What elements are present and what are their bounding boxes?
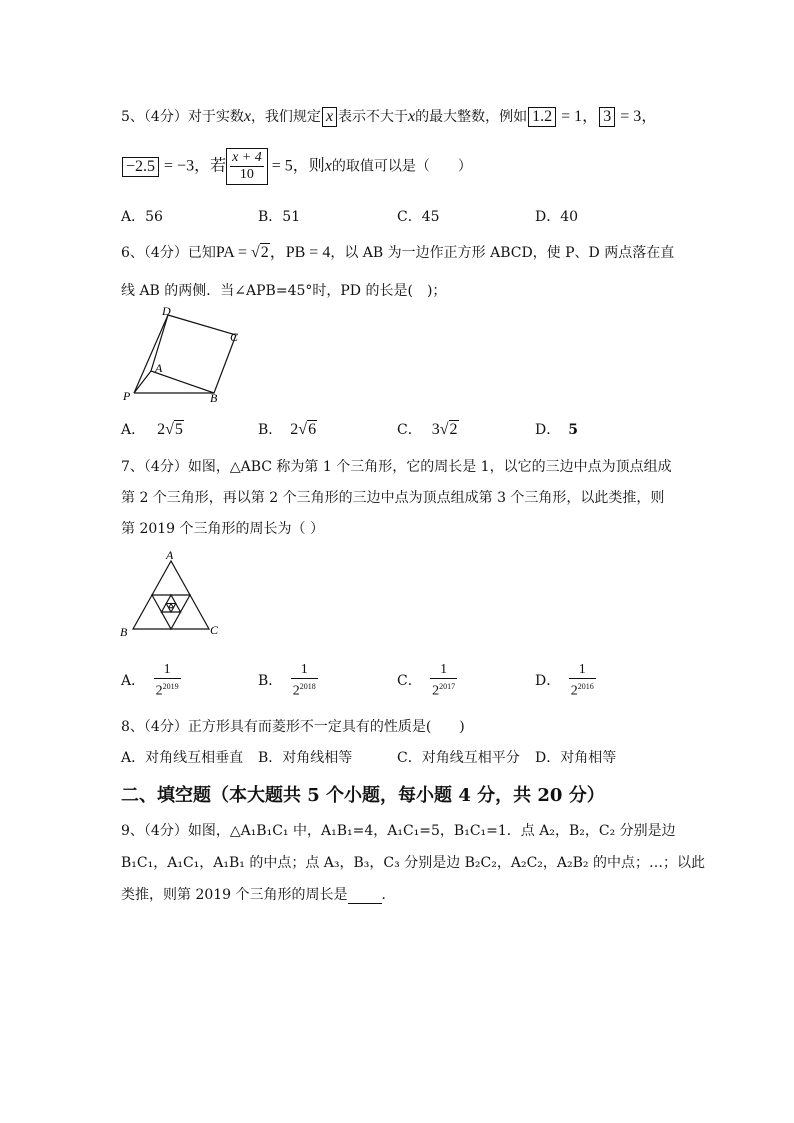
q5-text-c: 的最大整数，例如 xyxy=(415,109,528,125)
q6-option-b xyxy=(258,421,317,439)
q7-option-c-exp: 2017 xyxy=(439,682,456,691)
q7-option-a-base: 2 xyxy=(155,683,163,699)
q7-option-d xyxy=(535,662,596,700)
q5-ex3: −2.5 xyxy=(122,157,159,177)
q6-option-b-coef: 2 xyxy=(290,421,299,438)
q5-bracket-x: x xyxy=(322,107,337,127)
q7-option-b-fraction xyxy=(291,662,318,700)
q7-option-c xyxy=(397,662,457,700)
q5-line2 xyxy=(121,148,472,185)
q6-option-d xyxy=(535,421,578,439)
q9-line2: B₁C₁，A₁C₁，A₁B₁ 的中点；点 A₃，B₃，C₃ 分别是边 B₂C₂，A₂C₂，A₂B₂ 的中点；…；以此 xyxy=(121,855,705,871)
q6-option-c-sqrt: √2 xyxy=(439,421,458,438)
q7-option-b xyxy=(258,662,318,700)
q6-label-b: B xyxy=(210,391,218,405)
q6-line1 xyxy=(121,244,674,262)
q7-option-c-label: C． xyxy=(397,672,422,689)
q9-answer-blank xyxy=(348,889,382,904)
q7-option-a-num: 1 xyxy=(163,662,171,677)
q8-line1: 8、（4分）正方形具有而菱形不一定具有的性质是( ) xyxy=(121,719,465,735)
q5-text-b: 表示不大于 xyxy=(338,109,409,125)
q7-option-b-num: 1 xyxy=(300,662,308,677)
q6-option-a-label: A． xyxy=(121,422,146,438)
q7-option-d-base: 2 xyxy=(570,683,578,699)
q7-option-c-fraction xyxy=(430,662,457,700)
q7-option-c-num: 1 xyxy=(440,662,448,677)
q7-option-d-exp: 2016 xyxy=(577,682,594,691)
q9-line3-end: ． xyxy=(381,887,396,903)
q5-text-a: ，我们规定 xyxy=(250,109,321,125)
q7-option-a-fraction xyxy=(154,662,181,700)
q5-ex1-eq: = 1， xyxy=(557,108,599,125)
q6-label-p: P xyxy=(123,389,131,403)
q7-option-a-den xyxy=(154,678,181,700)
q6-sqrt-2: √2 xyxy=(250,244,269,261)
q5-frac-den: 10 xyxy=(230,166,264,183)
q7-option-b-label: B． xyxy=(258,672,283,689)
q5-frac-eq: = 5，则 xyxy=(267,157,325,175)
q6-pb: ，PB = 4 xyxy=(269,244,331,261)
q6-option-a-coef: 2 xyxy=(157,421,166,438)
q6-option-c xyxy=(397,421,459,439)
section2-heading: 二、填空题（本大题共 5 个小题，每小题 4 分，共 20 分） xyxy=(121,785,605,806)
q6-option-c-label: C． xyxy=(397,422,422,438)
q7-line3: 第 2019 个三角形的周长为（ ） xyxy=(121,521,324,537)
q6-option-c-rad: 2 xyxy=(449,421,458,438)
q6-label-d: D xyxy=(162,304,171,318)
q5-var-x: x xyxy=(243,108,251,125)
q7-option-d-num: 1 xyxy=(578,662,586,677)
q7-option-c-den xyxy=(430,678,457,700)
q5-option-d: D．40 xyxy=(535,209,579,225)
q6-sqrt2-rad: 2 xyxy=(260,244,269,261)
q9-line3-text: 类推，则第 2019 个三角形的周长是 xyxy=(121,887,348,903)
q7-triangle-5 xyxy=(169,604,174,608)
q7-option-b-exp: 2018 xyxy=(299,682,316,691)
q8-option-b: B．对角线相等 xyxy=(258,750,353,766)
q7-option-d-den xyxy=(569,678,596,700)
q8-option-d: D．对角相等 xyxy=(535,750,617,766)
q7-line1: 7、（4分）如图，△ABC 称为第 1 个三角形，它的周长是 1，以它的三边中点为顶点组成 xyxy=(121,459,672,475)
q6-label-c: C xyxy=(230,330,239,344)
q5-option-c: C．45 xyxy=(397,209,440,225)
q5-frac-num: x + 4 xyxy=(232,150,262,165)
q7-option-a xyxy=(121,662,181,700)
q7-label-a: A xyxy=(166,548,174,562)
q5-ex2: 3 xyxy=(599,107,615,127)
q6-square-abcd xyxy=(151,315,236,393)
q5-fraction xyxy=(230,150,264,183)
q6-option-a-rad: 5 xyxy=(174,421,183,438)
q9-line3 xyxy=(121,886,396,904)
q6-line2: 线 AB 的两侧．当∠APB=45°时，PD 的长是( )； xyxy=(121,283,447,299)
q5-ex1: 1.2 xyxy=(528,107,556,127)
q6-line1-a: 6、（4分）已知 xyxy=(121,245,216,261)
q7-option-b-den xyxy=(291,678,318,700)
q5-line1 xyxy=(121,107,657,127)
q6-option-b-rad: 6 xyxy=(308,421,317,438)
q6-label-a: A xyxy=(155,361,163,375)
q7-option-d-fraction xyxy=(569,662,596,700)
q5-var-x3: x xyxy=(324,157,332,175)
q6-option-a xyxy=(121,421,184,439)
q6-segment-pd xyxy=(134,315,168,393)
q8-option-a: A．对角线互相垂直 xyxy=(121,750,244,766)
q7-option-c-base: 2 xyxy=(432,683,440,699)
q5-text-d: 的取值可以是（ ） xyxy=(331,158,472,175)
q6-option-b-sqrt: √6 xyxy=(298,421,317,438)
q7-option-d-label: D． xyxy=(535,672,561,689)
q8-option-c: C．对角线互相平分 xyxy=(397,750,520,766)
q6-option-b-label: B． xyxy=(258,422,283,438)
q7-line2: 第 2 个三角形，再以第 2 个三角形的三边中点为顶点组成第 3 个三角形，以此类推，则 xyxy=(121,490,665,506)
q5-ex3-eq: = −3，若 xyxy=(160,157,227,175)
q5-prefix: 5、（4分）对于实数 xyxy=(121,109,244,125)
q6-pa: PA = xyxy=(215,244,251,261)
q5-fraction-bracket xyxy=(226,148,268,185)
q6-option-a-sqrt: √5 xyxy=(165,421,183,438)
q7-option-a-label: A． xyxy=(121,672,146,689)
q5-ex2-eq: = 3， xyxy=(616,108,658,125)
q6-option-c-coef: 3 xyxy=(431,421,440,438)
q9-line1: 9、（4分）如图，△A₁B₁C₁ 中，A₁B₁=4，A₁C₁=5，B₁C₁=1．点 A₂，B₂，C₂ 分别是边 xyxy=(121,823,676,839)
q7-label-c: C xyxy=(210,623,219,637)
q6-figure xyxy=(118,303,248,407)
q6-option-d-label: D． xyxy=(535,422,561,438)
q7-option-b-base: 2 xyxy=(292,683,300,699)
q7-option-a-exp: 2019 xyxy=(162,682,179,691)
q5-option-b: B．51 xyxy=(258,209,301,225)
q7-label-b: B xyxy=(120,625,128,639)
q7-figure xyxy=(116,547,222,639)
q5-var-x2: x xyxy=(408,108,416,125)
q5-option-a: A．56 xyxy=(121,209,163,225)
q6-line1-b: ，以 AB 为一边作正方形 ABCD，使 P、D 两点落在直 xyxy=(330,245,675,261)
q6-option-d-value: 5 xyxy=(568,422,578,438)
